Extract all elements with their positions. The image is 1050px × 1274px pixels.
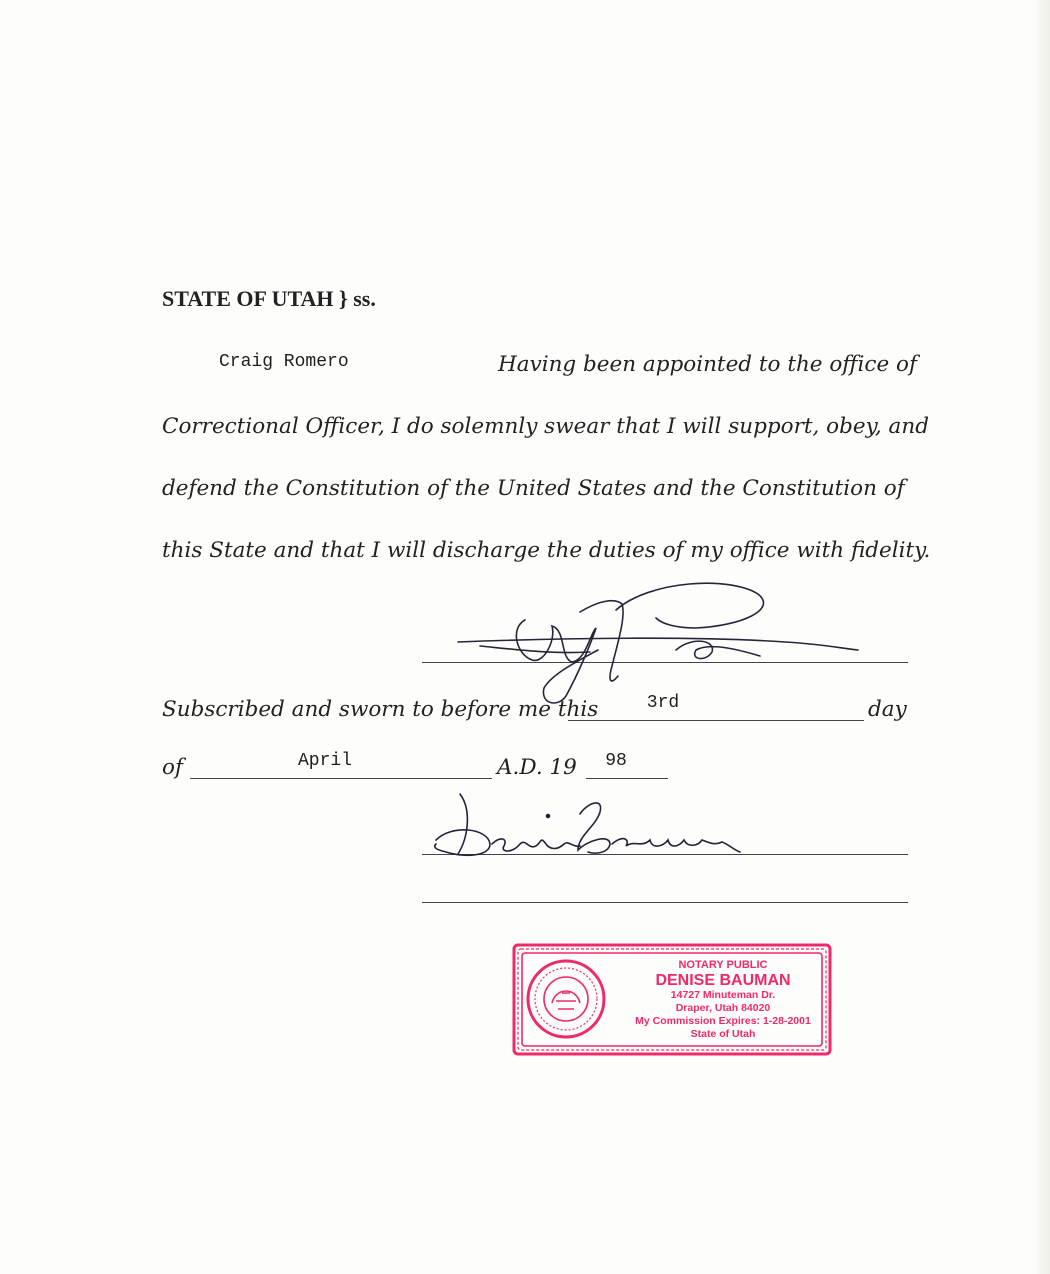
officer-signature bbox=[440, 570, 870, 710]
of-label: of bbox=[162, 755, 183, 780]
ad-label: A.D. 19 bbox=[497, 755, 577, 780]
oath-line-2: Correctional Officer, I do solemnly swear that I will support, obey, and bbox=[162, 414, 929, 439]
year-value: 98 bbox=[605, 751, 627, 771]
day-field-line bbox=[568, 720, 864, 721]
stamp-title: NOTARY PUBLIC bbox=[678, 959, 768, 971]
page-edge bbox=[1036, 0, 1050, 1274]
stamp-state: State of Utah bbox=[690, 1028, 756, 1040]
notary-stamp-text bbox=[612, 959, 834, 1041]
appointee-name: Craig Romero bbox=[219, 352, 349, 372]
notary-title-line bbox=[422, 902, 908, 903]
stamp-address-line-1: 14727 Minuteman Dr. bbox=[670, 989, 776, 1001]
venue-heading: STATE OF UTAH } ss. bbox=[162, 286, 376, 311]
stamp-address-line-2: Draper, Utah 84020 bbox=[675, 1002, 771, 1014]
day-value: 3rd bbox=[646, 693, 680, 713]
month-value: April bbox=[297, 751, 352, 771]
notary-signature bbox=[428, 788, 748, 866]
stamp-name: DENISE BAUMAN bbox=[655, 972, 791, 989]
subscribed-prefix: Subscribed and sworn to before me this bbox=[162, 697, 599, 722]
day-suffix: day bbox=[868, 697, 907, 722]
oath-line-1: Having been appointed to the office of bbox=[498, 352, 917, 377]
oath-line-4: this State and that I will discharge the duties of my office with fidelity. bbox=[162, 538, 931, 563]
oath-line-3: defend the Constitution of the United States and the Constitution of bbox=[162, 476, 905, 501]
month-field-line bbox=[190, 778, 492, 779]
year-field-line bbox=[586, 778, 668, 779]
stamp-commission: My Commission Expires: 1-28-2001 bbox=[635, 1015, 811, 1027]
